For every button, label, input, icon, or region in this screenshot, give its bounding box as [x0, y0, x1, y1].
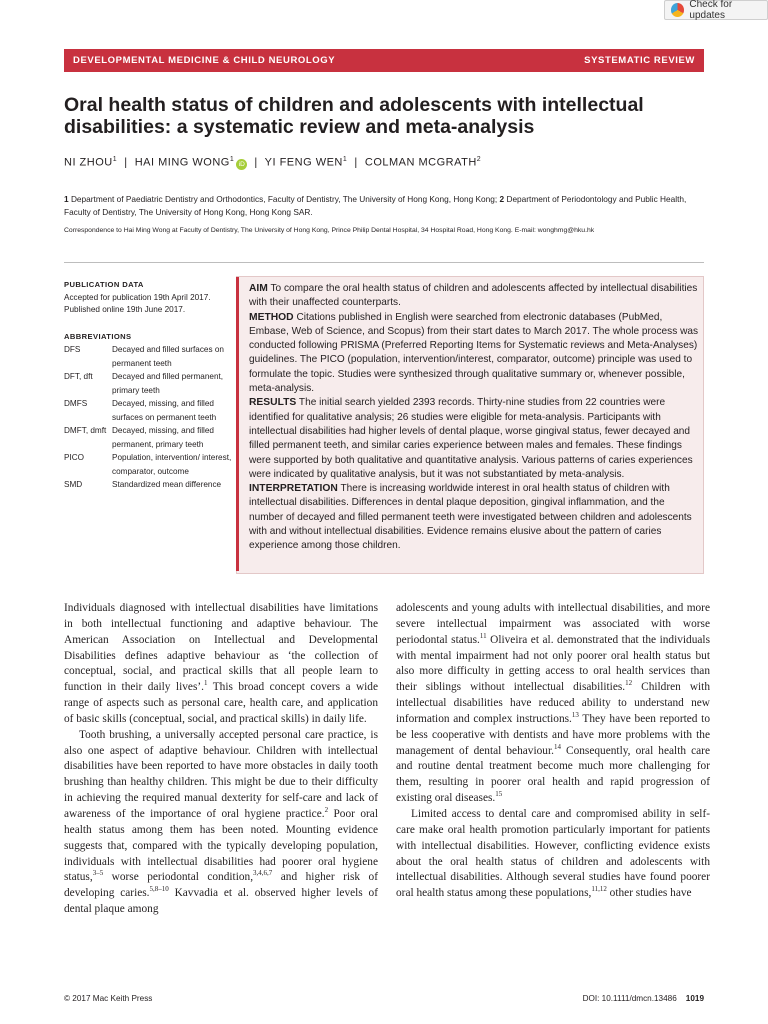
citation[interactable]: 3,4,6,7 [253, 869, 273, 878]
abbreviation-row [64, 478, 236, 492]
abbreviation-value: Decayed, missing, and filled surfaces on permanent teeth [112, 399, 217, 422]
sidebar [64, 279, 236, 492]
abbreviation-key: PICO [64, 453, 85, 463]
citation[interactable]: 2 [324, 806, 329, 815]
abbreviation-key: DMFT, dmft [64, 426, 107, 436]
citation[interactable]: 15 [495, 790, 503, 799]
author-name: HAI MING WONG [134, 156, 230, 169]
publication-data-heading: PUBLICATION DATA [64, 280, 144, 289]
author-affiliation-mark: 1 [229, 156, 235, 163]
abbreviation-key: SMD [64, 480, 83, 490]
body-paragraph: Limited access to dental care and compromised ability in self-care make oral health promotion particularly important for patients with intellectual disabilities. However, conflicting evidence exists about the oral health status of children and adolescents with intellectual disabilities. Although several studies have found poorer oral health status among these populations,$^{11,12}$ other studies have [396, 807, 710, 900]
author-name: COLMAN MCGRATH [364, 156, 477, 169]
citation[interactable]: 12 [625, 679, 633, 688]
body-paragraph: Tooth brushing, a universally accepted personal care practice, is also one aspect of adaptive behaviour. Children with intellectual disabilities have been reported to have more obstacles in daily tooth brushing than healthy children. This might be due to their difficulty in achieving the required manual dexterity for self-care and lack of awareness of the importance of oral hygiene practice.$^2$ Poor oral health status among them has been noted. Mounting evidence suggests that, compared with the typically developing population, individuals with intellectual disabilities had poorer oral hygiene status,$^{3-5}$ worse periodontal condition,$^{3,4,6,7}$ and higher risk of developing caries.$^{5,8-10}$ Kavvadia et al. observed higher levels of dental plaque among [64, 728, 378, 916]
abbreviation-row [64, 424, 236, 451]
abbreviation-value: Decayed, missing, and filled permanent, primary teeth [112, 426, 214, 449]
citation[interactable]: 3–5 [92, 869, 104, 878]
abbreviation-value: Decayed and filled permanent, primary teeth [112, 372, 224, 395]
author-affiliation-mark: 1 [342, 156, 348, 163]
abbreviation-key: DFT, dft [64, 372, 93, 382]
abbreviation-row [64, 397, 236, 424]
crossmark-icon [671, 3, 684, 17]
method-text: Citations published in English were searched from electronic databases (PubMed, Embase, Web of Science, and Scopus) from their start dates to March 2017. The whole process was conducted following PRISMA (Preferred Reporting Items for Systematic reviews and Meta-Analyses) guidelines. The PICO (population, intervention/interest, comparator, outcome) principle was used to formulate the topic. Studies were synthesized through qualitative summary or, whenever possible, meta-analysis. [249, 311, 699, 395]
article-type: SYSTEMATIC REVIEW [584, 55, 695, 66]
aim-text: To compare the oral health status of children and adolescents affected by intellectual disabilities with their unaffected counterparts. [249, 283, 698, 309]
citation[interactable]: 1 [203, 679, 208, 688]
affiliation-number: 2 [499, 194, 505, 204]
affiliation-text: Department of Paediatric Dentistry and Orthodontics, Faculty of Dentistry, The University of Hong Kong, Hong Kong; [70, 194, 498, 204]
header-divider [64, 262, 704, 263]
abstract-box [236, 276, 704, 574]
interpretation-label: INTERPRETATION [249, 483, 338, 495]
page-number: 1019 [685, 994, 704, 1003]
affiliations [64, 193, 704, 218]
author-affiliation-mark: 2 [476, 156, 482, 163]
method-label: METHOD [249, 311, 294, 323]
citation[interactable]: 13 [571, 711, 579, 720]
abbreviation-value: Population, intervention/ interest, comparator, outcome [112, 453, 232, 476]
author-name: YI FENG WEN [264, 156, 343, 169]
check-for-updates-label: Check for updates [689, 0, 733, 21]
author-affiliation-mark: 1 [112, 156, 118, 163]
body-column-left [64, 601, 378, 918]
affiliation-number: 1 [64, 194, 69, 204]
body-paragraph: adolescents and young adults with intellectual disabilities, and more severe intellectual impairment was associated with worse periodontal status.$^{11}$ Oliveira et al. demonstrated that the individuals with mental impairment had not only poorer oral health status but also more difficulty in getting access to oral health services than their siblings without intellectual disabilities.$^{12}$ Children with intellectual disabilities have reduced ability to understand new information and complex instructions.$^{13}$ They have been reported to be less cooperative with dentists and have more problems with the management of dental behaviour.$^{14}$ Consequently, oral health care and routine dental treatment become much more challenging for them, resulting in poorer oral health and rapid progression of existing oral diseases.$^{15}$ [396, 602, 710, 805]
author-name: NI ZHOU [64, 156, 113, 169]
body-paragraph: Individuals diagnosed with intellectual disabilities have limitations in both intellectual functioning and adaptive behaviour. The American Association on Intellectual and Developmental Disabilities defines adaptive behaviour as ‘the collection of conceptual, social, and practical skills that all people learn to function in their daily lives’.$^1$ This broad concept covers a wide range of aspects such as personal care, health care, and application of basic skills (conceptual, social, and practical skills) in daily life. [64, 602, 378, 725]
citation[interactable]: 11,12 [591, 885, 607, 894]
abstract-accent-bar [236, 277, 239, 571]
author-list: NI ZHOU$^1$ | HAI MING WONG$^1$iD | YI FENG WEN$^1$ | COLMAN MCGRATH$^2$ [64, 156, 482, 169]
published-date: Published online 19th June 2017. [64, 305, 186, 315]
results-text: The initial search yielded 2393 records. Thirty-nine studies from 22 countries were identified for qualitative analysis; 26 studies were eligible for meta-analysis. Participants with intellectual disabilities had higher levels of dental plaque, worse gingival status, fewer decayed and filled permanent teeth, and similar caries experience between males and females. These findings were supported by both qualitative and quantitative analysis. Various patterns of caries experiences were indicated by qualitative analysis, but it was not substantiated by meta-analysis. [249, 397, 693, 480]
aim-label: AIM [249, 283, 268, 294]
copyright: © 2017 Mac Keith Press [64, 994, 153, 1003]
article-title: Oral health status of children and adolescents with intellectual disabilities: a systematic review and meta-analysis [64, 94, 644, 138]
interpretation-text: There is increasing worldwide interest in oral health status of children with intellectual disabilities. Differences in dental plaque deposition, gingival inflammation, and the number of decayed and filled permanent teeth were investigated between children and adolescents with and without intellectual disabilities. Evidence remains elusive about the pattern of caries experience among those children. [249, 483, 692, 552]
check-for-updates-button[interactable] [664, 0, 768, 20]
journal-band [64, 49, 704, 72]
abbreviation-value: Decayed and filled surfaces on permanent teeth [112, 345, 224, 368]
abbreviation-key: DFS [64, 345, 81, 355]
citation[interactable]: 11 [479, 631, 487, 640]
abbreviations-heading: ABBREVIATIONS [64, 331, 132, 341]
correspondence: Correspondence to Hai Ming Wong at Faculty of Dentistry, The University of Hong Kong, Prince Philip Dental Hospital, 34 Hospital Road, Hong Kong. E-mail: wonghmg@hku.hk [64, 227, 595, 234]
body-column-right [396, 601, 710, 902]
abbreviation-value: Standardized mean difference [112, 480, 222, 490]
abbreviation-row [64, 370, 236, 397]
affiliation-text: Department of Periodontology and Public Health, Faculty of Dentistry, The University of Hong Kong, Hong Kong SAR. [64, 194, 687, 217]
orcid-icon[interactable]: iD [236, 159, 247, 170]
abbreviation-row [64, 451, 236, 478]
citation[interactable]: 14 [553, 742, 561, 751]
citation[interactable]: 5,8–10 [149, 885, 169, 894]
journal-name: DEVELOPMENTAL MEDICINE & CHILD NEUROLOGY [73, 55, 336, 66]
doi[interactable]: DOI: 10.1111/dmcn.13486 [582, 994, 677, 1003]
results-label: RESULTS [249, 397, 297, 409]
abbreviation-row [64, 343, 236, 370]
abbreviation-key: DMFS [64, 399, 88, 409]
page-footer [64, 994, 704, 1003]
accepted-date: Accepted for publication 19th April 2017. [64, 292, 211, 302]
